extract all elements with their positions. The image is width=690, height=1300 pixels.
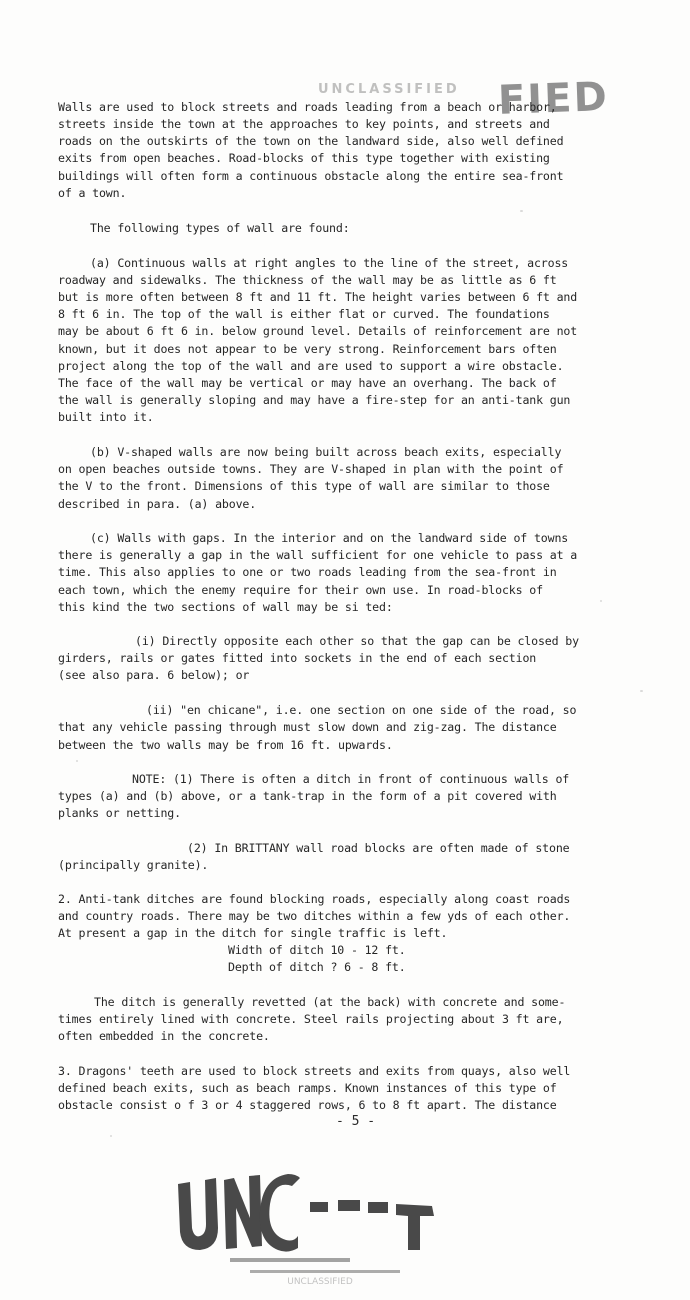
text-line: planks or netting. bbox=[58, 806, 181, 820]
text-line: streets inside the town at the approaches to key points, and streets and bbox=[58, 117, 550, 131]
text-line: (see also para. 6 below); or bbox=[58, 668, 250, 682]
classification-stamp-faint: UNCLASSIFIED bbox=[318, 82, 460, 97]
text-line: At present a gap in the ditch for single traffic is left. bbox=[58, 926, 448, 940]
text-line: NOTE: (1) There is often a ditch in front of continuous walls of bbox=[132, 772, 570, 786]
text-line: (c) Walls with gaps. In the interior and on the landward side of towns bbox=[90, 531, 569, 545]
text-line: project along the top of the wall and are used to support a wire obstacle. bbox=[58, 359, 564, 373]
page-number: - 5 - bbox=[336, 1114, 376, 1129]
stamp-bottom-text: UNCLASSIFIED bbox=[287, 1277, 353, 1286]
classification-stamp-top: FIED bbox=[497, 74, 610, 124]
text-line: The ditch is generally revetted (at the back) with concrete and some- bbox=[94, 995, 566, 1009]
text-line: girders, rails or gates fitted into sockets in the end of each section bbox=[58, 651, 537, 665]
text-line: the V to the front. Dimensions of this type of wall are similar to those bbox=[58, 479, 550, 493]
text-line: Walls are used to block streets and roads leading from a beach or harbor, bbox=[58, 100, 557, 114]
text-line: this kind the two sections of wall may be si ted: bbox=[58, 600, 393, 614]
text-line: (a) Continuous walls at right angles to the line of the street, across bbox=[90, 256, 569, 270]
text-line: 8 ft 6 in. The top of the wall is either flat or curved. The foundations bbox=[58, 307, 550, 321]
text-line: (i) Directly opposite each other so that the gap can be closed by bbox=[135, 634, 579, 648]
text-line: time. This also applies to one or two roads leading from the sea-front in bbox=[58, 565, 557, 579]
text-line: and country roads. There may be two ditches within a few yds of each other. bbox=[58, 909, 571, 923]
text-line: types (a) and (b) above, or a tank-trap in the form of a pit covered with bbox=[58, 789, 557, 803]
text-line: obstacle consist o f 3 or 4 staggered rows, 6 to 8 ft apart. The distance bbox=[58, 1098, 557, 1112]
text-line: 3. Dragons' teeth are used to block streets and exits from quays, also well bbox=[58, 1064, 571, 1078]
text-line: between the two walls may be from 16 ft. upwards. bbox=[58, 738, 393, 752]
text-line: of a town. bbox=[58, 186, 127, 200]
text-line: roadway and sidewalks. The thickness of the wall may be as little as 6 ft bbox=[58, 273, 557, 287]
scan-speck bbox=[600, 600, 602, 602]
text-line: (principally granite). bbox=[58, 858, 209, 872]
scan-speck bbox=[520, 210, 523, 212]
scan-speck bbox=[640, 690, 643, 692]
scan-speck bbox=[76, 760, 78, 762]
text-line: (2) In BRITTANY wall road blocks are often made of stone bbox=[187, 841, 570, 855]
text-line: that any vehicle passing through must slow down and zig-zag. The distance bbox=[58, 720, 557, 734]
text-line: (ii) "en chicane", i.e. one section on one side of the road, so bbox=[146, 703, 577, 717]
text-line: described in para. (a) above. bbox=[58, 497, 257, 511]
text-line: the wall is generally sloping and may have a fire-step for an anti-tank gun bbox=[58, 393, 571, 407]
text-line: The following types of wall are found: bbox=[90, 221, 350, 235]
text-line: each town, which the enemy require for their own use. In road-blocks of bbox=[58, 583, 543, 597]
text-line: on open beaches outside towns. They are V-shaped in plan with the point of bbox=[58, 462, 564, 476]
text-line: Depth of ditch ? 6 - 8 ft. bbox=[228, 960, 406, 974]
text-line: but is more often between 8 ft and 11 ft. The height varies between 6 ft and bbox=[58, 290, 578, 304]
scan-speck bbox=[110, 1135, 112, 1137]
classification-stamp-bottom bbox=[170, 1166, 470, 1286]
text-line: exits from open beaches. Road-blocks of this type together with existing bbox=[58, 151, 550, 165]
text-line: buildings will often form a continuous obstacle along the entire sea-front bbox=[58, 169, 564, 183]
text-line: Width of ditch 10 - 12 ft. bbox=[228, 943, 406, 957]
text-line: known, but it does not appear to be very strong. Reinforcement bars often bbox=[58, 342, 557, 356]
text-line: defined beach exits, such as beach ramps. Known instances of this type of bbox=[58, 1081, 557, 1095]
text-line: (b) V-shaped walls are now being built across beach exits, especially bbox=[90, 445, 562, 459]
text-line: times entirely lined with concrete. Steel rails projecting about 3 ft are, bbox=[58, 1012, 564, 1026]
text-line: often embedded in the concrete. bbox=[58, 1029, 270, 1043]
text-line: roads on the outskirts of the town on the landward side, also well defined bbox=[58, 134, 564, 148]
text-line: 2. Anti-tank ditches are found blocking roads, especially along coast roads bbox=[58, 892, 571, 906]
text-line: there is generally a gap in the wall sufficient for one vehicle to pass at a bbox=[58, 548, 578, 562]
text-line: may be about 6 ft 6 in. below ground level. Details of reinforcement are not bbox=[58, 324, 578, 338]
text-line: built into it. bbox=[58, 410, 154, 424]
text-line: The face of the wall may be vertical or may have an overhang. The back of bbox=[58, 376, 557, 390]
